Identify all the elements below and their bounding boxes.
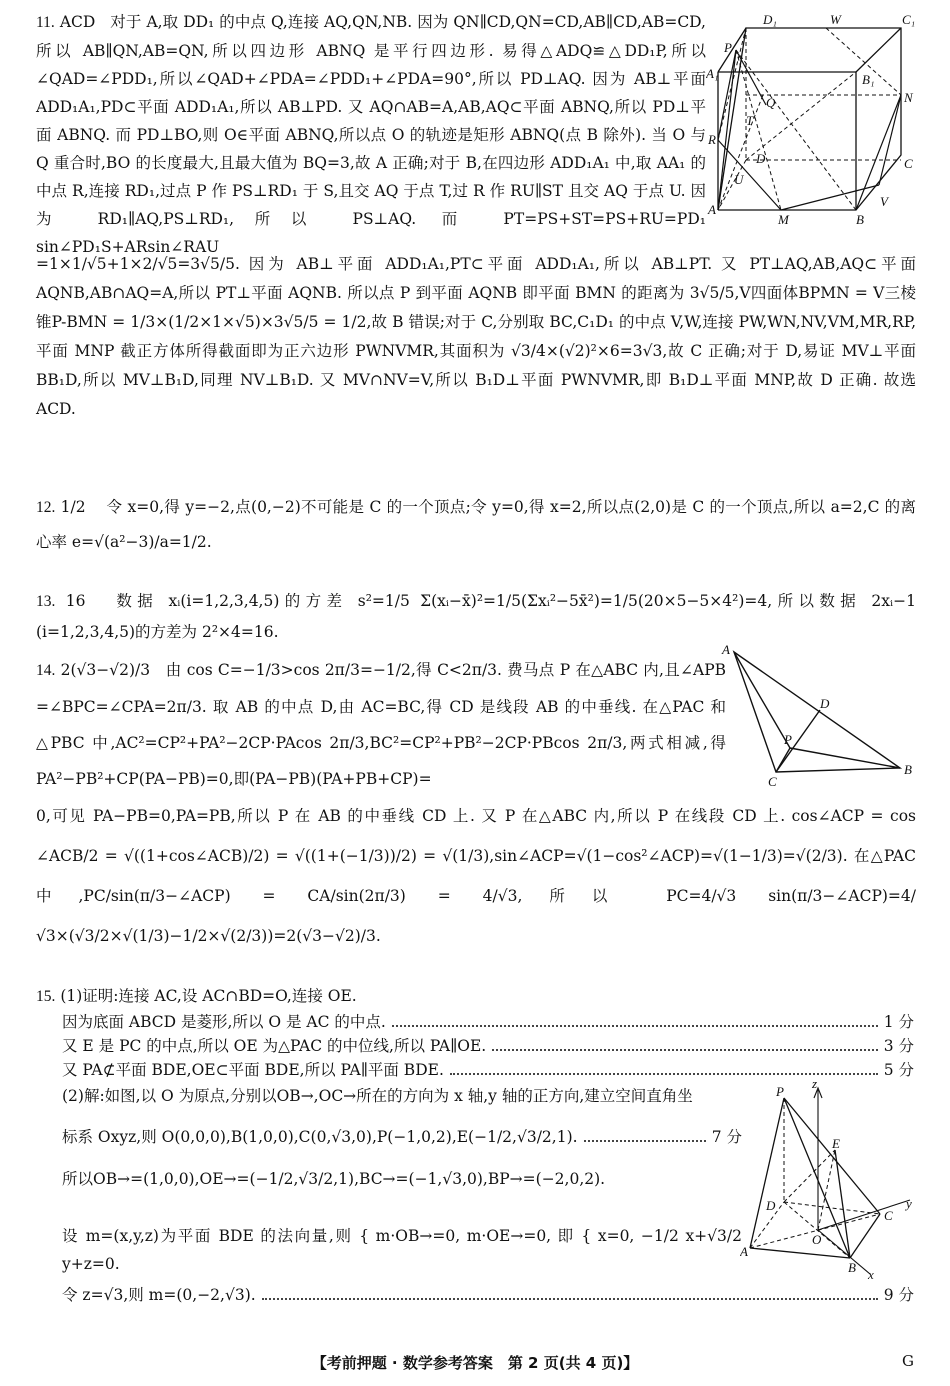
leader-dots: [392, 1011, 878, 1027]
q15-score-text-2: 又 E 是 PC 的中点,所以 OE 为△PAC 的中位线,所以 PA∥OE.: [62, 1037, 487, 1055]
triangle-label-C: C: [768, 774, 777, 789]
q11-answer: ACD: [59, 13, 96, 31]
q15-part2-text: (2)解:如图,以 O 为原点,分别以OB→,OC→所在的方向为 x 轴,y 轴的正方向,建立空间直角坐: [62, 1087, 693, 1105]
q11-text-a: 对于 A,取 DD₁ 的中点 Q,连接 AQ,QN,NB. 因为 QN∥CD,QN=CD,AB∥CD,AB=CD,所以 AB∥QN,AB=QN,所以四边形 ABNQ 是平行四边形. 易得△ADQ≌△DD₁P,所以∠QAD=∠PDD₁,所以∠QAD+∠PDA=∠PDD₁+∠PDA=90°,所以 PD⊥AQ. 因为 AB⊥平面 ADD₁A₁,PD⊂平面 ADD₁A₁,所以 AB⊥PD. 又 AQ∩AB=A,AB,AQ⊂平面 ABNQ,所以 PD⊥平面 ABNQ. 而 PD⊥BO,则 O∈平面 ABNQ,所以点 O 的轨迹是矩形 ABNQ(点 B 除外). 当 O 与 Q 重合时,BO 的长度最大,且最大值为 BQ=3,故 A 正确;对于 B,在四边形 ADD₁A₁ 中,取 AA₁ 的中点 R,连接 RD₁,过点 P 作 PS⊥RD₁ 于 S,且交 AQ 于点 T,过 R 作 RU∥ST 且交 AQ 于点 U. 因为 RD₁∥AQ,PS⊥RD₁,所以 PS⊥AQ. 而 PT=PS+ST=PS+RU=PD₁ sin∠PD₁S+ARsin∠RAU: [36, 13, 706, 256]
q15-final-line: [62, 1284, 914, 1306]
q15-score-line-1: [62, 1011, 914, 1033]
q15-part1-intro: (1)证明:连接 AC,设 AC∩BD=O,连接 OE.: [60, 987, 357, 1005]
paper-code: G: [902, 1352, 914, 1370]
q14-text-a: 由 cos C=−1/3>cos 2π/3=−1/2,得 C<2π/3. 费马点 P 在△ABC 内,且∠APB =∠BPC=∠CPA=2π/3. 取 AB 的中点 D,由 AC=BC,得 CD 是线段 AB 的中垂线. 在△PAC 和△PBC 中,AC²=CP²+PA²−2CP·PAcos 2π/3,BC²=CP²+PB²−2CP·PBcos 2π/3,两式相减,得 PA²−PB²+CP(PA−PB)=0,即(PA−PB)(PA+PB+CP)=: [36, 661, 727, 788]
q15-normal-line: [62, 1222, 742, 1278]
q13-paragraph: [36, 586, 916, 647]
q13-number: 13.: [36, 593, 56, 610]
cube-label-C1: C₁: [902, 12, 916, 27]
q15-coord-points: 7 分: [711, 1128, 742, 1146]
q15-vector-text: 所以OB→=(1,0,0),OE→=(−1/2,√3/2,1),BC→=(−1,√3,0),BP→=(−2,0,2).: [62, 1170, 606, 1188]
q14-paragraph-a: [36, 652, 726, 797]
triangle-label-P: P: [784, 732, 792, 747]
leader-dots: [262, 1284, 878, 1300]
q15-score-points-1: 1 分: [883, 1013, 914, 1031]
triangle-figure: [720, 640, 920, 790]
triangle-label-D: D: [820, 696, 830, 711]
q14-text-b: 0,可见 PA−PB=0,PA=PB,所以 P 在 AB 的中垂线 CD 上. 又 P 在△ABC 内,所以 P 在线段 CD 上. cos∠ACP = cos ∠ACB/2 = √((1+cos∠ACB)/2) = √((1+(−1/3))/2) = √(1/3),sin∠ACP=√(1−cos²∠ACP)=√(1−1/3)=√(2/3). 在△PAC 中,PC/sin(π/3−∠ACP) = CA/sin(2π/3) = 4/√3,所以 PC=4/√3 sin(π/3−∠ACP)=4/√3×(√3/2×√(1/3)−1/2×√(2/3))=2(√3−√2)/3.: [36, 807, 916, 945]
x-axis: [818, 1230, 870, 1274]
q11-paragraph-b: [36, 250, 916, 424]
q15-coord-line: [62, 1126, 742, 1148]
q15-intro: [36, 984, 916, 1009]
q14-number: 14.: [36, 662, 56, 679]
cube-label-D: D: [756, 151, 766, 166]
q12-answer: 1/2: [60, 498, 86, 516]
q15-vector-line: [62, 1164, 742, 1194]
cube-label-V: V: [880, 194, 888, 209]
cube-label-M: M: [778, 212, 789, 226]
cube-label-A: A: [708, 202, 716, 217]
pyramid-label-D: D: [766, 1198, 776, 1213]
cube-label-W: W: [830, 12, 841, 27]
cube-label-Q: Q: [766, 95, 776, 110]
q15-score-line-2: [62, 1035, 914, 1057]
q12-number: 12.: [36, 499, 56, 516]
leader-dots: [584, 1126, 706, 1142]
q15-final-text: 令 z=√3,则 m=(0,−2,√3).: [62, 1286, 256, 1304]
q15-coord-text: 标系 Oxyz,则 O(0,0,0),B(1,0,0),C(0,√3,0),P(−1,0,2),E(−1/2,√3/2,1).: [62, 1128, 578, 1146]
q13-answer: 16: [65, 592, 86, 610]
q15-score-text-3: 又 PA⊄平面 BDE,OE⊂平面 BDE,所以 PA∥平面 BDE.: [62, 1061, 444, 1079]
q15-final-points: 9 分: [883, 1286, 914, 1304]
cube-label-N: N: [904, 90, 913, 105]
q12-paragraph: [36, 490, 916, 559]
q15-score-line-3: [62, 1059, 914, 1081]
pyramid-label-E: E: [832, 1136, 840, 1151]
pyramid-label-A: A: [740, 1244, 748, 1259]
q13-text: 数据 xᵢ(i=1,2,3,4,5)的方差 s²=1/5 Σ(xᵢ−x̄)²=1/5(Σxᵢ²−5x̄²)=1/5(20×5−5×4²)=4,所以数据 2xᵢ−1 (i=1,2,3,4,5)的方差为 2²×4=16.: [36, 592, 916, 641]
cube-label-A1: A₁: [706, 66, 719, 81]
triangle-label-A: A: [722, 642, 730, 657]
q15-score-points-2: 3 分: [883, 1037, 914, 1055]
pyramid-figure: [740, 1080, 920, 1280]
q15-number: 15.: [36, 988, 56, 1005]
pyramid-label-x: x: [868, 1267, 874, 1280]
cube-label-T: T: [746, 113, 754, 128]
cube-figure: [706, 10, 920, 226]
q15-part2-intro: [62, 1084, 742, 1108]
pyramid-label-C: C: [884, 1208, 893, 1223]
q11-number: 11.: [36, 14, 55, 31]
pyramid-label-y: y: [906, 1196, 912, 1211]
page-footer: 【考前押题 · 数学参考答案 第 2 页(共 4 页)】: [311, 1354, 639, 1372]
triangle-label-B: B: [904, 762, 912, 777]
q15-score-text-1: 因为底面 ABCD 是菱形,所以 O 是 AC 的中点.: [62, 1013, 386, 1031]
q11-text-b: =1×1/√5+1×2/√5=3√5/5. 因为 AB⊥平面 ADD₁A₁,PT⊂平面 ADD₁A₁,所以 AB⊥PT. 又 PT⊥AQ,AB,AQ⊂平面 AQNB,AB∩AQ=A,所以 PT⊥平面 AQNB. 所以点 P 到平面 AQNB 即平面 BMN 的距离为 3√5/5,V四面体BPMN = V三棱锥P-BMN = 1/3×(1/2×1×√5)×3√5/5 = 1/2,故 B 错误;对于 C,分别取 BC,C₁D₁ 的中点 V,W,连接 PW,WN,NV,VM,MR,RP,平面 MNP 截正方体所得截面即为正六边形 PWNVMR,其面积为 √3/4×(√2)²×6=3√3,故 C 正确;对于 D,易证 MV⊥平面 BB₁D,所以 MV⊥B₁D,同理 NV⊥B₁D. 又 MV∩NV=V,所以 B₁D⊥平面 PWNVMR,即 B₁D⊥平面 MNP,故 D 正确. 故选 ACD.: [36, 255, 916, 418]
cube-label-D1: D₁: [763, 12, 777, 27]
cube-label-C: C: [904, 156, 913, 171]
pyramid-label-O: O: [812, 1232, 822, 1247]
cube-label-P: P: [724, 40, 732, 55]
q12-text: 令 x=0,得 y=−2,点(0,−2)不可能是 C 的一个顶点;令 y=0,得 x=2,所以点(2,0)是 C 的一个顶点,所以 a=2,C 的离心率 e=√(a²−3)/a=1/2.: [36, 498, 916, 551]
pyramid-label-z: z: [812, 1080, 818, 1091]
pyramid-label-B: B: [848, 1260, 856, 1275]
leader-dots: [492, 1035, 878, 1051]
triangle-ABC: [734, 652, 900, 772]
q15-score-points-3: 5 分: [883, 1061, 914, 1079]
q11-paragraph-a: [36, 8, 706, 261]
q15-normal-text: 设 m=(x,y,z)为平面 BDE 的法向量,则 { m·OB→=0, m·OE→=0, 即 { x=0, −1/2 x+√3/2 y+z=0.: [62, 1227, 742, 1273]
cube-label-U: U: [734, 172, 744, 187]
leader-dots: [450, 1059, 878, 1075]
q14-paragraph-b: [36, 796, 916, 956]
cube-label-R: R: [708, 132, 716, 147]
q14-answer: 2(√3−√2)/3: [60, 661, 151, 679]
cube-label-B: B: [856, 212, 864, 226]
cube-label-B1: B₁: [862, 72, 875, 87]
pyramid-label-P: P: [776, 1084, 784, 1099]
